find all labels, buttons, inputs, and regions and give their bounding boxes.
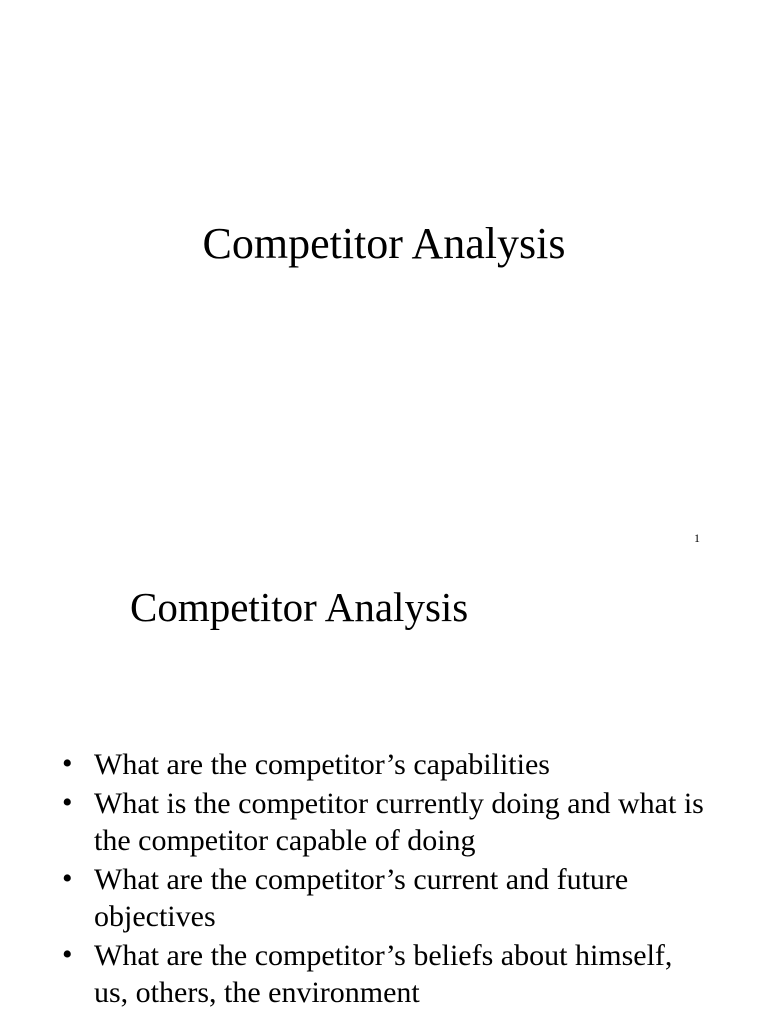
- bullet-text: What is the competitor currently doing and what is the competitor capable of doing: [94, 787, 704, 857]
- bullet-text: What are the competitor’s current and future objectives: [94, 863, 629, 933]
- bullet-list: [62, 746, 742, 1013]
- list-item: [62, 746, 742, 783]
- slide-title: Competitor Analysis: [130, 584, 469, 630]
- bullet-icon: •: [62, 747, 73, 780]
- bullet-icon: •: [62, 862, 73, 895]
- bullet-text: What are the competitor’s capabilities: [94, 748, 550, 781]
- slide-2: [0, 560, 768, 1024]
- slide-title: Competitor Analysis: [202, 219, 566, 268]
- bullet-text: What are the competitor’s beliefs about himself, us, others, the environment: [94, 939, 673, 1009]
- page-number: 1: [694, 531, 700, 545]
- list-item: [62, 861, 742, 935]
- bullet-icon: •: [62, 786, 73, 819]
- list-item: [62, 937, 742, 1011]
- list-item: [62, 785, 742, 859]
- bullet-icon: •: [62, 938, 73, 971]
